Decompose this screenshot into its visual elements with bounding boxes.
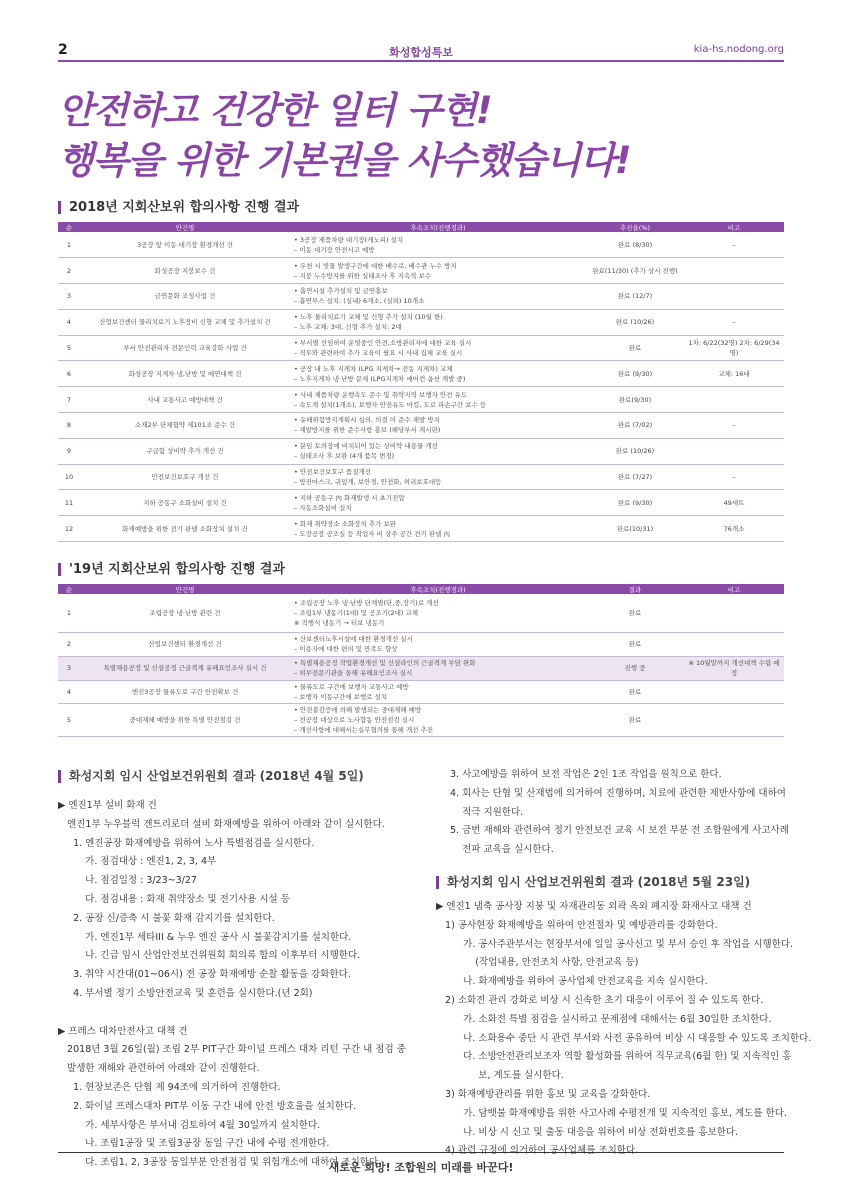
follow-up-action: • 지하 공동구 內 화재발생 시 초기진압 – 자동소화설비 설치 xyxy=(290,490,586,516)
progress-rate: 완료 (10/26) xyxy=(586,309,684,335)
follow-up-action: • 안전불감증에 의해 발생되는 중대재해 예방 – 전공장 대상으로 노사합동 안전점검 실시 – 개선사항에 대해서는실무협의를 통해 개선 추진 xyxy=(290,703,586,736)
col-header: 순 xyxy=(58,222,80,232)
row-number: 10 xyxy=(58,464,80,490)
remark: – xyxy=(684,309,784,335)
may-meeting-body: ▶ 엔진1 냄축 공사장 지붕 및 자재관리동 외곽 옥외 폐지장 화재사고 대책 건 1) 공사현장 화재예방을 위하여 안전절차 및 예방관리를 강화한다. 가. 공사주관부서는 현장부서에 일일 공사신고 및 부서 승인 후 작업을 시행한다. (작업내용, 안전조치 사항, 안전교육 등) 나. 화재예방을 위하여 공사업체 안전교육을 지속 실시한다. 2) 소화전 관리 강화로 비상 시 신속한 초기 대응이 이루어 질 수 있도록 한다. 가. 소화전 특별 점검을 실시하고 문제점에 대해서는 6월 30일한 조치한다. 나. 소화용수 중단 시 관련 부서와 사전 공유하여 비상 시 대응할 수 있도록 조치한다. 다. 소방안전관리보조자 역할 활성화를 위하여 직무교육(6월 한) 및 지속적인 홍 보, 계도를 실시한다. 3) 화재예방관리를 위한 홍보 및 교육을 강화한다. 가. 담뱃불 화재예방을 위한 사고사례 수평전개 및 지속적인 홍보, 계도를 한다. 나. 비상 시 신고 및 출동 대응을 위하여 비상 전화번호를 홍보한다. 4) 관련 규정에 의거하여 공사업체를 조치한다. xyxy=(436,901,812,1157)
follow-up-action: • 화재 취약장소 소화장치 추가 보완 – 도장공장 공조실 등 작업자 비 상주 공간 전기 판넬 內 xyxy=(290,516,586,542)
remark xyxy=(684,387,784,413)
headline-line-2: 행복을 위한 기본권을 사수했습니다! xyxy=(58,139,631,182)
col-header: 비고 xyxy=(684,584,784,594)
table-row xyxy=(58,438,784,464)
remark: 교체: 16대 xyxy=(684,361,784,387)
follow-up-action: • 흡연시설 추가설치 및 금연홍보 – 흡연부스 설치: (실내) 6개소, (실외) 10개소 xyxy=(290,284,586,310)
section-title-2018: 2018년 지회산보위 합의사항 진행 결과 xyxy=(58,201,299,214)
page-number: 2 xyxy=(58,42,68,58)
item-name: 금연문화 조성사업 건 xyxy=(80,284,290,310)
progress-rate: 완료 (7/02) xyxy=(586,413,684,439)
table-row xyxy=(58,284,784,310)
follow-up-action: • 특별채용공정 작업환경개선 및 신설라인의 근골격계 부담 완화 – 외부전문기관을 통해 유해요인조사 실시 xyxy=(290,656,586,680)
april-meeting-body: ▶ 엔진1부 설비 화재 건 엔진1부 누우블럭 겐트리로더 설비 화재예방을 위하여 아래와 같이 실시한다. 1. 엔진공장 화재예방을 위하여 노사 특별점검을 실시한다. 가. 점검대상 : 엔진1, 2, 3, 4부 나. 점검일정 : 3/23~3/27 다. 점검내용 : 화재 취약장소 및 전기사용 시설 등 2. 공장 신/증축 시 불꽃 화재 감지기를 설치한다. 가. 엔진1부 세타III & 누우 엔진 공사 시 불꽃감지기를 설치한다. 나. 긴급 임시 산업안전보건위원회 회의록 합의 이후부터 시행한다. 3. 취약 시간대(01~06시) 전 공장 화재예방 순찰 활동을 강화한다. 4. 부서별 정기 소방안전교육 및 훈련을 실시한다.(년 2회) ▶ 프레스 대차안전사고 대책 건 2018년 3월 26일(월) 조립 2부 PIT구간 화이널 프레스 대차 리턴 구간 내 점검 중 발생한 재해와 관련하여 아래와 같이 진행한다. 1. 현장보존은 단협 제 94조에 의거하여 진행한다. 2. 화이널 프레스대차 PIT부 이동 구간 내에 안전 방호울을 설치한다. 가. 세부사항은 부서내 검토하여 4월 30일까지 설치한다. 나. 조립1공장 및 조립3공장 동일 구간 내에 수평 전개한다. 다. 조립1, 2, 3공장 동일부분 안전점검 및 위험개소에 대하여 조치한다. xyxy=(58,800,406,1169)
item-name: 부서 안전관리자 전문인력 교육강화 사업 건 xyxy=(80,335,290,361)
progress-rate: 완료 xyxy=(586,335,684,361)
row-number: 4 xyxy=(58,309,80,335)
table-row xyxy=(58,516,784,542)
table-row xyxy=(58,632,784,656)
table-row xyxy=(58,594,784,632)
row-number: 4 xyxy=(58,680,80,703)
remark xyxy=(684,258,784,284)
row-number: 9 xyxy=(58,438,80,464)
remark: 1차: 6/22(32명) 2차: 6/29(34명) xyxy=(684,335,784,361)
result: 완료 xyxy=(586,703,684,736)
item-name: 화성공장 지붕보수 건 xyxy=(80,258,290,284)
result: 완료 xyxy=(586,632,684,656)
table-row xyxy=(58,387,784,413)
item-name: 3공장 앞 이동 대기장 환경개선 건 xyxy=(80,232,290,258)
remark xyxy=(684,680,784,703)
item-name: 산업보건센터 환경개선 건 xyxy=(80,632,290,656)
row-number: 12 xyxy=(58,516,80,542)
remark xyxy=(684,632,784,656)
site-url[interactable]: kia-hs.nodong.org xyxy=(693,44,784,55)
item-name: 중대재해 예방을 위한 특별 안전점검 건 xyxy=(80,703,290,736)
follow-up-action: • 3공장 제품차량 대기장(캐노피) 설치 – 이동 대기장 안전시고 예방 xyxy=(290,232,586,258)
item-name: 산업보건센터 물리치료기 노후장비 신형 교체 및 추가설치 건 xyxy=(80,309,290,335)
follow-up-action: • 유해위험방지계획서 심의, 의결 미 준수 재발 방지 – 재발방지를 위한 준수사항 홍보 (해당부서 게시판) xyxy=(290,413,586,439)
table-row xyxy=(58,464,784,490)
col-header: 안건명 xyxy=(80,584,290,594)
progress-rate: 완료 (12/7) xyxy=(586,284,684,310)
remark xyxy=(684,284,784,310)
progress-rate: 완료 (7/27) xyxy=(586,464,684,490)
table-row xyxy=(58,490,784,516)
footer-slogan: 새로운 희망! 조합원의 미래를 바꾼다! xyxy=(58,1152,784,1175)
row-number: 3 xyxy=(58,284,80,310)
row-number: 5 xyxy=(58,335,80,361)
follow-up-action: • 조립공장 노후 냉·난방 단계별(단,중,장기)로 개선 – 조립1부 냉동기(1대) 및 공조기(2대) 교체 ※ 직행식 냉동기 → 터보 냉동기 xyxy=(290,594,586,632)
result: 완료 xyxy=(586,594,684,632)
progress-rate: 완료(11/30) (추가 상시 진행) xyxy=(586,258,684,284)
follow-up-action: • 물류도로 구간에 보행자 교통사고 예방 – 보행자 이동구간에 보행로 설치 xyxy=(290,680,586,703)
row-number: 5 xyxy=(58,703,80,736)
table-2018-results xyxy=(58,222,784,542)
col-header: 후속조치(진행경과) xyxy=(290,584,586,594)
follow-up-action: • 분임 토의장에 비치되어 있는 상비약 내용물 개선 – 실태조사 후 보완 (4개 품목 변경) xyxy=(290,438,586,464)
row-number: 6 xyxy=(58,361,80,387)
row-number: 1 xyxy=(58,232,80,258)
remark: 76개소 xyxy=(684,516,784,542)
table-row xyxy=(58,361,784,387)
table-row xyxy=(58,680,784,703)
row-number: 3 xyxy=(58,656,80,680)
follow-up-action: • 사내 제품차량 운행속도 준수 및 취약지역 보행자 안전 유도 – 속도계 설치(1개소), 보행자 안전유도 마킹, 도로 파손구간 보수 등 xyxy=(290,387,586,413)
table-row xyxy=(58,335,784,361)
progress-rate: 완료(9/30) xyxy=(586,387,684,413)
col-header: 추진율(%) xyxy=(586,222,684,232)
progress-rate: 완료 (9/30) xyxy=(586,361,684,387)
remark xyxy=(684,703,784,736)
section-title-may-meeting: 화성지회 임시 산업보건위원회 결과 (2018년 5월 23일) xyxy=(436,876,750,889)
item-name: 구급함 상비약 추가 개선 건 xyxy=(80,438,290,464)
april-meeting-body-continued: 3. 사고예방을 위하여 보전 작업은 2인 1조 작업을 원칙으로 한다. 4. 회사는 단협 및 산재법에 의거하여 진행하며, 치료에 관련한 제반사항에 대하여 적극 지원한다. 5. 금번 재해와 관련하여 정기 안전보건 교육 시 보전 부분 전 조합원에게 사고사례 전파 교육을 실시한다. xyxy=(450,769,789,856)
row-number: 11 xyxy=(58,490,80,516)
row-number: 1 xyxy=(58,594,80,632)
row-number: 8 xyxy=(58,413,80,439)
follow-up-action: • 부서별 선임하여 운영중인 안전,소방관리자에 대한 교육 실시 – 직무와 관련하여 추가 교육이 필요 시 사내 집체 교육 실시 xyxy=(290,335,586,361)
follow-up-action: • 안전보건보호구 품질개선 – 방진마스크, 귀덮개, 보안경, 안전화, 허리보호대등 xyxy=(290,464,586,490)
progress-rate: 완료 (10/26) xyxy=(586,438,684,464)
table-row xyxy=(58,656,784,680)
remark: 49세트 xyxy=(684,490,784,516)
headline xyxy=(58,86,631,186)
col-header: 후속조치(진행경과) xyxy=(290,222,586,232)
item-name: 소재2부 단체협약 제101조 준수 건 xyxy=(80,413,290,439)
col-header: 결과 xyxy=(586,584,684,594)
item-name: 사내 교통사고 예방대책 건 xyxy=(80,387,290,413)
result: 완료 xyxy=(586,680,684,703)
section-title-2019: '19년 지회산보위 합의사항 진행 결과 xyxy=(58,563,285,576)
item-name: 화성공장 지게차 냉,난방 및 매연대책 건 xyxy=(80,361,290,387)
newsletter-name: 화성합성특보 xyxy=(389,46,453,59)
follow-up-action: • 산보센터노후시설에 대한 환경개선 실시 – 이용자에 대한 편의 및 만족도 향상 xyxy=(290,632,586,656)
progress-rate: 완료(10/31) xyxy=(586,516,684,542)
follow-up-action: • 공장 내 노후 지게차 (LPG 지게차→ 전동 지게차) 교체 – 노후지게차 냉·난방 문제 (LPG지게차 에어컨 옵션 개발 중) xyxy=(290,361,586,387)
progress-rate: 완료 (8/30) xyxy=(586,232,684,258)
col-header: 비고 xyxy=(684,222,784,232)
remark: – xyxy=(684,232,784,258)
page-header xyxy=(58,40,784,62)
item-name: 안전보건보호구 개선 건 xyxy=(80,464,290,490)
table-2019-results xyxy=(58,584,784,737)
item-name: 화재예방을 위한 전기 판넬 소화장치 설치 건 xyxy=(80,516,290,542)
follow-up-action: • 노후 물리치료기 교체 및 신형 추가 설치 (10월 한) – 노후 교체: 3대, 신형 추가 설치: 2대 xyxy=(290,309,586,335)
item-name: 지하 공동구 소화설비 설치 건 xyxy=(80,490,290,516)
table-row xyxy=(58,232,784,258)
headline-line-1: 안전하고 건강한 일터 구현! xyxy=(58,89,492,132)
follow-up-action: • 우천 시 빗물 발생구간에 대한 배수로, 배수관 누수 방지 – 지붕 누수방지를 위한 실태조사 후 지속적 보수 xyxy=(290,258,586,284)
remark xyxy=(684,594,784,632)
table-row xyxy=(58,258,784,284)
item-name: 조립공장 냉·난방 관련 건 xyxy=(80,594,290,632)
col-header: 안건명 xyxy=(80,222,290,232)
progress-rate: 완료 (9/30) xyxy=(586,490,684,516)
row-number: 2 xyxy=(58,632,80,656)
table-row xyxy=(58,703,784,736)
remark: – xyxy=(684,464,784,490)
table-row xyxy=(58,413,784,439)
remark: – xyxy=(684,413,784,439)
row-number: 2 xyxy=(58,258,80,284)
item-name: 특별채용공정 및 신설공정 근골격계 유해요인조사 실시 건 xyxy=(80,656,290,680)
col-header: 순 xyxy=(58,584,80,594)
section-title-april-meeting: 화성지회 임시 산업보건위원회 결과 (2018년 4월 5일) xyxy=(58,770,364,783)
remark: ※ 10월말까지 개선대책 수립 예정 xyxy=(684,656,784,680)
table-row xyxy=(58,309,784,335)
row-number: 7 xyxy=(58,387,80,413)
table-header-row xyxy=(58,222,784,232)
table-header-row xyxy=(58,584,784,594)
result: 진행 중 xyxy=(586,656,684,680)
item-name: 엔진3공장 물류도로 구간 안전확보 건 xyxy=(80,680,290,703)
remark xyxy=(684,438,784,464)
